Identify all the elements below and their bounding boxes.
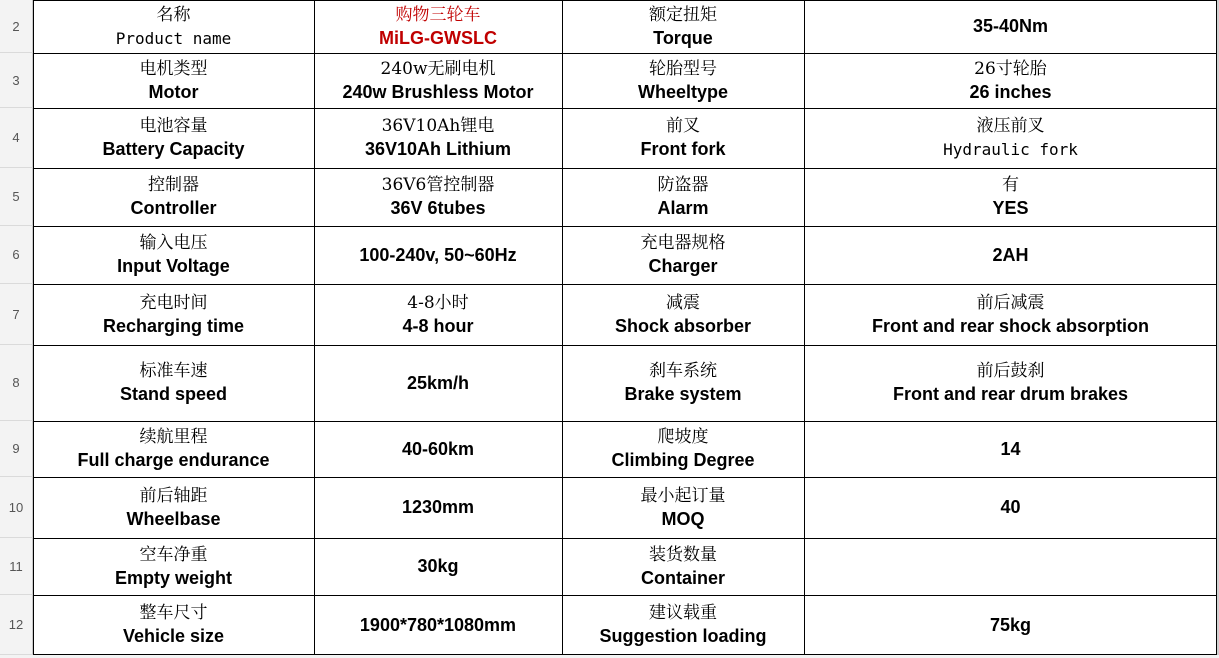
cell-text-chinese: 36V10Ah锂电 <box>381 116 495 136</box>
table-cell-spec-value[interactable] <box>314 345 562 421</box>
cell-text-chinese: 购物三轮车 <box>395 4 481 25</box>
cell-text-english: 2AH <box>992 244 1029 265</box>
cell-text-english: 40-60km <box>401 438 475 459</box>
grid-horizontal-line <box>33 345 1217 346</box>
row-header[interactable]: 11 <box>0 538 33 595</box>
cell-text-english: Front and rear shock absorption <box>871 315 1150 336</box>
cell-text-chinese: 续航里程 <box>139 427 208 447</box>
cell-text-english: 1900*780*1080mm <box>359 614 517 635</box>
cell-text-chinese: 充电时间 <box>139 292 208 313</box>
table-cell-spec-name[interactable] <box>562 53 804 108</box>
cell-text-english: Battery Capacity <box>102 139 245 159</box>
cell-text-chinese: 装货数量 <box>649 544 717 565</box>
table-cell-spec-value[interactable] <box>314 477 562 538</box>
grid-horizontal-line <box>33 168 1217 169</box>
table-cell-spec-name[interactable] <box>33 108 314 168</box>
cell-text-chinese: 轮胎型号 <box>649 58 717 79</box>
cell-text-english: Wheelbase <box>126 508 221 529</box>
cell-text-english: Torque <box>653 27 713 48</box>
table-cell-spec-value[interactable] <box>314 284 562 345</box>
cell-text-english: 26 inches <box>969 81 1052 102</box>
cell-text-chinese: 26寸轮胎 <box>974 58 1047 79</box>
cell-text-english: Climbing Degree <box>611 450 755 470</box>
row-header[interactable]: 8 <box>0 345 33 421</box>
cell-text-chinese: 刹车系统 <box>649 361 717 381</box>
cell-text-english: Wheeltype <box>637 81 729 102</box>
table-cell-spec-name[interactable] <box>562 477 804 538</box>
table-cell-spec-name[interactable] <box>33 284 314 345</box>
grid-horizontal-line <box>33 421 1217 422</box>
table-cell-spec-value[interactable] <box>804 0 1217 53</box>
cell-text-english: Suggestion loading <box>599 626 767 646</box>
table-cell-spec-value[interactable] <box>804 595 1217 655</box>
grid-horizontal-line <box>33 538 1217 539</box>
grid-horizontal-line <box>33 226 1217 227</box>
cell-text-english: Full charge endurance <box>77 450 270 470</box>
table-cell-spec-name[interactable] <box>562 168 804 226</box>
table-cell-spec-value[interactable] <box>314 595 562 655</box>
cell-text-english: Hydraulic fork <box>943 140 1078 159</box>
table-cell-spec-value[interactable] <box>314 538 562 595</box>
cell-text-english: 1230mm <box>401 497 475 517</box>
cell-text-chinese: 电池容量 <box>139 116 208 136</box>
table-cell-spec-name[interactable] <box>33 595 314 655</box>
cell-text-english: Alarm <box>657 198 709 218</box>
table-cell-spec-name[interactable] <box>562 284 804 345</box>
grid-horizontal-line <box>33 595 1217 596</box>
cell-text-english: Container <box>640 567 725 588</box>
cell-text-chinese: 前后减震 <box>976 292 1045 313</box>
cell-text-english: 36V 6tubes <box>390 198 486 218</box>
table-cell-spec-value[interactable] <box>804 53 1217 108</box>
cell-text-chinese: 4-8小时 <box>407 292 469 313</box>
cell-text-english: 30kg <box>417 556 459 576</box>
row-header[interactable]: 2 <box>0 0 33 53</box>
grid-horizontal-line <box>33 477 1217 478</box>
cell-text-english: Brake system <box>624 384 742 404</box>
table-cell-spec-name[interactable] <box>33 53 314 108</box>
cell-text-chinese: 充电器规格 <box>640 233 726 253</box>
cell-text-chinese: 36V6管控制器 <box>381 175 495 195</box>
cell-text-english: Recharging time <box>102 315 245 336</box>
table-cell-spec-value[interactable] <box>804 477 1217 538</box>
cell-text-english: Front and rear drum brakes <box>892 384 1129 404</box>
row-header[interactable]: 10 <box>0 477 33 538</box>
cell-text-english: 36V10Ah Lithium <box>364 139 512 159</box>
cell-text-english: Empty weight <box>114 567 232 588</box>
grid-horizontal-line <box>33 0 1217 1</box>
table-cell-spec-value[interactable] <box>804 108 1217 168</box>
table-cell-spec-name[interactable] <box>562 226 804 284</box>
table-cell-spec-value[interactable] <box>314 53 562 108</box>
cell-text-english: Product name <box>115 28 232 48</box>
row-header[interactable]: 9 <box>0 421 33 477</box>
cell-text-english: Shock absorber <box>614 315 752 336</box>
cell-text-english: 4-8 hour <box>402 315 474 336</box>
table-cell-spec-value[interactable] <box>804 226 1217 284</box>
row-header[interactable]: 6 <box>0 226 33 284</box>
cell-text-chinese: 减震 <box>666 292 700 313</box>
row-header[interactable]: 3 <box>0 53 33 108</box>
cell-text-english: 25km/h <box>406 372 470 393</box>
cell-text-chinese: 控制器 <box>148 175 199 195</box>
cell-text-english: 14 <box>1000 438 1021 459</box>
cell-text-english: 75kg <box>989 614 1032 635</box>
cell-text-english: MOQ <box>661 508 705 529</box>
cell-text-chinese: 输入电压 <box>139 233 208 253</box>
cell-text-chinese: 空车净重 <box>139 544 208 565</box>
grid-vertical-line <box>804 0 805 655</box>
row-header[interactable]: 5 <box>0 168 33 226</box>
cell-text-chinese: 前叉 <box>666 116 700 136</box>
cell-text-chinese: 名称 <box>156 4 191 25</box>
table-cell-spec-value[interactable] <box>804 345 1217 421</box>
cell-text-chinese: 防盗器 <box>657 175 709 195</box>
grid-horizontal-line <box>33 284 1217 285</box>
cell-text-chinese: 液压前叉 <box>976 116 1045 136</box>
cell-text-chinese: 爬坡度 <box>657 427 709 447</box>
cell-text-english: 35-40Nm <box>972 16 1049 36</box>
table-cell-spec-name[interactable] <box>562 345 804 421</box>
table-cell-spec-name[interactable] <box>562 538 804 595</box>
cell-text-english: YES <box>992 198 1029 218</box>
table-cell-spec-value[interactable] <box>314 0 562 53</box>
table-cell-spec-name[interactable] <box>562 421 804 477</box>
cell-text-chinese: 整车尺寸 <box>139 603 208 623</box>
cell-text-chinese: 电机类型 <box>139 58 208 79</box>
cell-text-english: MiLG-GWSLC <box>379 27 497 48</box>
table-cell-spec-value[interactable] <box>804 168 1217 226</box>
table-cell-spec-value[interactable] <box>804 284 1217 345</box>
grid-horizontal-line <box>33 53 1217 54</box>
cell-text-chinese: 有 <box>1002 175 1019 195</box>
table-cell-spec-value[interactable] <box>804 421 1217 477</box>
row-header[interactable]: 7 <box>0 284 33 345</box>
cell-text-english: Front fork <box>640 139 726 159</box>
cell-text-english: Stand speed <box>119 384 228 404</box>
grid-vertical-line <box>33 0 34 655</box>
cell-text-chinese: 前后轴距 <box>139 485 208 506</box>
cell-text-chinese: 额定扭矩 <box>649 4 717 25</box>
cell-text-english: Charger <box>648 256 718 276</box>
table-cell-spec-name[interactable] <box>562 595 804 655</box>
cell-text-chinese: 前后鼓刹 <box>976 361 1045 381</box>
table-cell-spec-name[interactable] <box>33 421 314 477</box>
table-cell-spec-name[interactable] <box>33 0 314 53</box>
grid-vertical-line <box>562 0 563 655</box>
table-cell-spec-name[interactable] <box>33 345 314 421</box>
cell-text-english: Controller <box>130 198 217 218</box>
table-cell-spec-name[interactable] <box>562 108 804 168</box>
table-cell-spec-value[interactable] <box>314 226 562 284</box>
cell-text-english: Motor <box>148 81 199 102</box>
grid-horizontal-line <box>33 108 1217 109</box>
table-cell-spec-name[interactable] <box>33 538 314 595</box>
table-cell-spec-value[interactable] <box>314 108 562 168</box>
table-cell-spec-value[interactable] <box>314 421 562 477</box>
table-cell-spec-name[interactable] <box>562 0 804 53</box>
cell-text-chinese: 240w无刷电机 <box>380 58 496 79</box>
cell-text-chinese: 标准车速 <box>139 361 208 381</box>
cell-text-english: 100-240v, 50~60Hz <box>359 244 517 265</box>
row-header[interactable]: 4 <box>0 108 33 168</box>
table-cell-spec-name[interactable] <box>33 226 314 284</box>
table-cell-spec-name[interactable] <box>33 477 314 538</box>
table-cell-spec-value[interactable] <box>804 538 1217 595</box>
table-cell-spec-name[interactable] <box>33 168 314 226</box>
cell-text-chinese: 最小起订量 <box>640 485 726 506</box>
cell-text-english: 240w Brushless Motor <box>342 81 534 102</box>
cell-text-english: 40 <box>1000 497 1021 517</box>
cell-text-chinese: 建议载重 <box>649 603 717 623</box>
cell-text-english: Vehicle size <box>122 626 225 646</box>
table-cell-spec-value[interactable] <box>314 168 562 226</box>
row-header[interactable]: 12 <box>0 595 33 655</box>
grid-vertical-line <box>314 0 315 655</box>
cell-text-english: Input Voltage <box>117 256 230 276</box>
